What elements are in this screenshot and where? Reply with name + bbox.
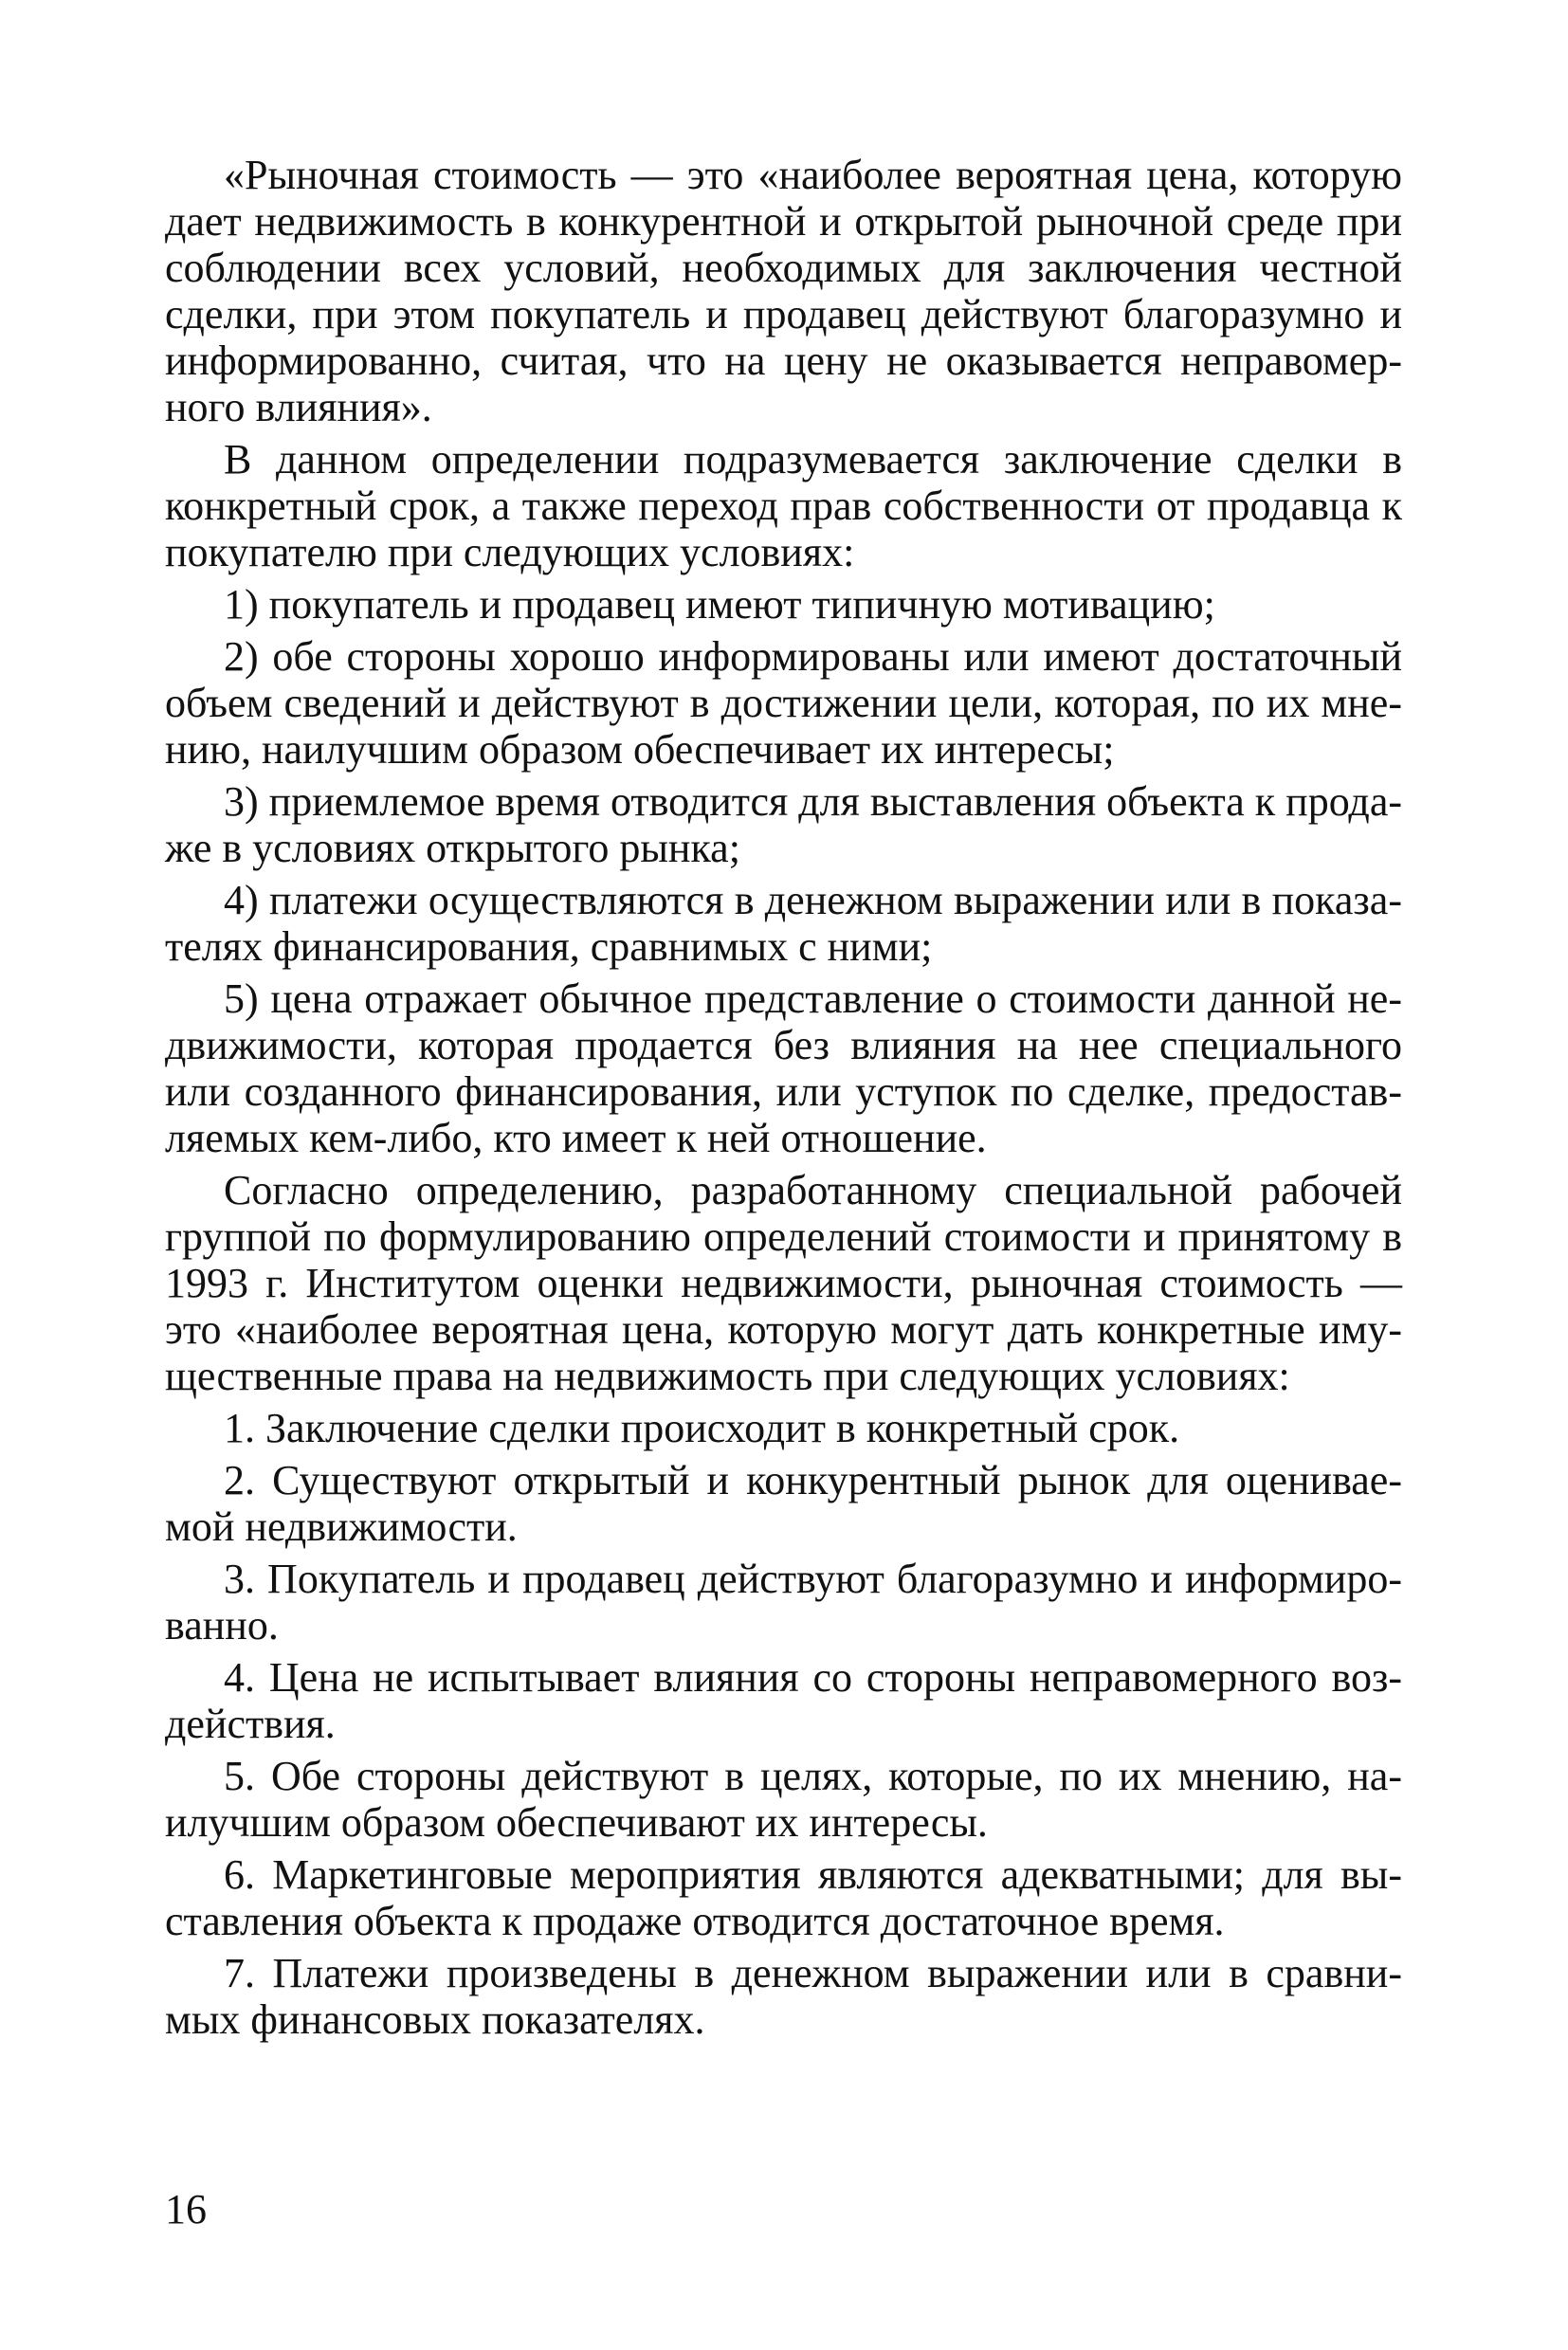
numbered-item-6: 6. Маркетинговые мероприятия являются адекватными; для выставления объекта к продаже отводится достаточное время. [165, 1851, 1402, 1944]
list-item-condition-3: 3) приемлемое время отводится для выставления объекта к продаже в условиях открытого рынка; [165, 778, 1402, 871]
list-item-condition-5: 5) цена отражает обычное представление о стоимости данной недвижимости, которая продается без влияния на нее специального или созданного финансирования, или уступок по сделке, предоставляемых кем-либо, кто имеет к ней отношение. [165, 975, 1402, 1161]
paragraph-definition-conditions-intro: В данном определении подразумевается заключение сделки в конкретный срок, а также переход прав собственности от продавца к покупателю при следующих условиях: [165, 436, 1402, 575]
list-item-condition-4: 4) платежи осуществляются в денежном выражении или в показателях финансирования, сравнимых с ними; [165, 877, 1402, 970]
numbered-item-4: 4. Цена не испытывает влияния со стороны неправомерного воздействия. [165, 1654, 1402, 1747]
page-number: 16 [165, 2186, 207, 2232]
list-item-condition-2: 2) обе стороны хорошо информированы или имеют достаточный объем сведений и действуют в достижении цели, которая, по их мнению, наилучшим образом обеспечивает их интересы; [165, 633, 1402, 773]
numbered-item-2: 2. Существуют открытый и конкурентный рынок для оцениваемой недвижимости. [165, 1457, 1402, 1550]
paragraph-market-value-definition: «Рыночная стоимость — это «наиболее вероятная цена, которую дает недвижимость в конкурентной и открытой рыночной среде при соблюдении всех условий, необходимых для заключения честной сделки, при этом покупатель и продавец действуют благоразумно и информированно, считая, что на цену не оказывается неправомерного влияния». [165, 152, 1402, 430]
numbered-item-1: 1. Заключение сделки происходит в конкретный срок. [224, 1405, 1180, 1451]
numbered-item-3: 3. Покупатель и продавец действуют благоразумно и информированно. [165, 1556, 1402, 1649]
numbered-item-5: 5. Обе стороны действуют в целях, которые, по их мнению, наилучшим образом обеспечивают их интересы. [165, 1753, 1402, 1846]
paragraph-institute-definition: Согласно определению, разработанному специальной рабочей группой по формулированию определений стоимости и принятому в 1993 г. Институтом оценки недвижимости, рыночная стоимость — это «наиболее вероятная цена, которую могут дать конкретные имущественные права на недвижимость при следующих условиях: [165, 1167, 1402, 1399]
body-text [165, 152, 1402, 2049]
numbered-item-7: 7. Платежи произведены в денежном выражении или в сравнимых финансовых показателях. [165, 1950, 1402, 2043]
list-item-condition-1: 1) покупатель и продавец имеют типичную мотивацию; [224, 581, 1215, 628]
